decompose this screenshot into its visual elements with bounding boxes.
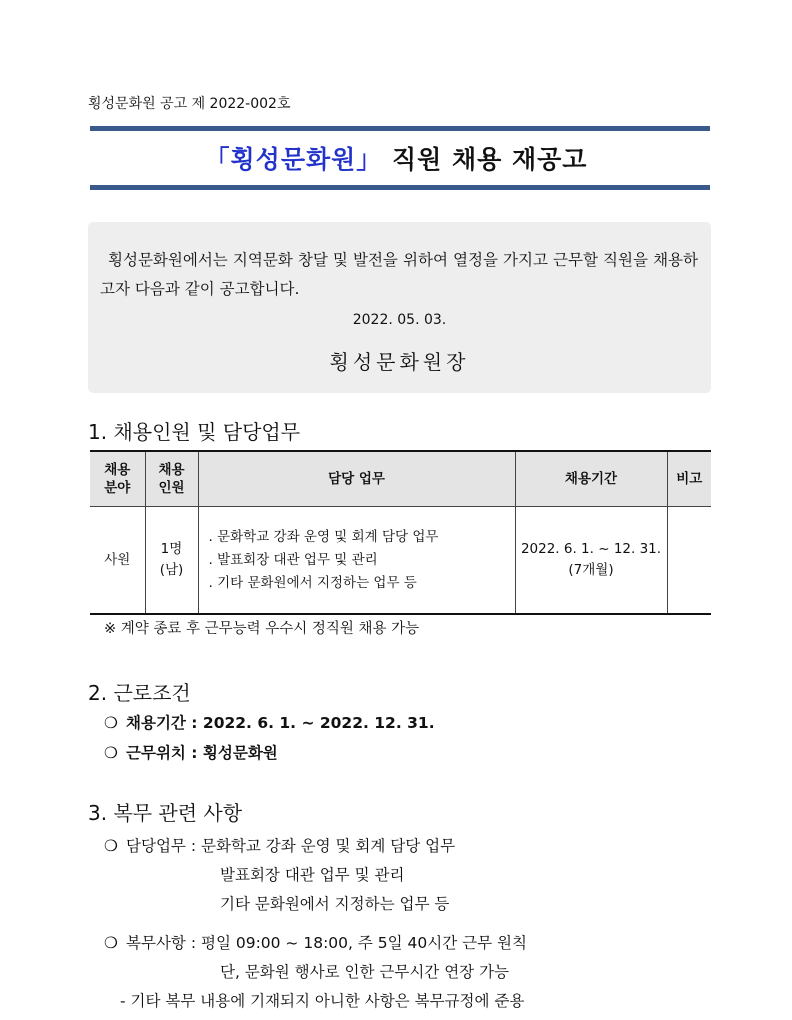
- duties-line-3: 기타 문화원에서 지정하는 업무 등: [220, 895, 450, 913]
- service-line-2: 단, 문화원 행사로 인한 근무시간 연장 가능: [220, 963, 510, 981]
- intro-text: 횡성문화원에서는 지역문화 창달 및 발전을 위하여 열정을 가지고 근무할 직원을 채용하고자 다음과 같이 공고합니다.: [100, 251, 698, 298]
- intro-signature: 횡성문화원장: [329, 350, 470, 374]
- intro-date: 2022. 05. 03.: [352, 312, 447, 328]
- duties-line-2: 발표회장 대관 업무 및 관리: [220, 866, 405, 884]
- recruitment-table: [90, 450, 711, 615]
- title-org: 「횡성문화원」: [204, 145, 383, 174]
- cell-duties: [198, 507, 515, 615]
- table-row: [90, 507, 711, 615]
- cell-period: 2022. 6. 1. ~ 12. 31. (7개월): [515, 507, 667, 615]
- header-period: 채용기간: [515, 451, 667, 507]
- duty-item: . 발표회장 대관 업무 및 관리: [208, 551, 378, 568]
- section3-heading: 3. 복무 관련 사항: [88, 801, 243, 825]
- page-title: [0, 140, 792, 176]
- condition-period: ❍ 채용기간 : 2022. 6. 1. ~ 2022. 12. 31.: [104, 714, 435, 732]
- section2-heading: 2. 근로조건: [88, 681, 191, 705]
- title-rest: 직원 채용 재공고: [382, 145, 588, 174]
- notice-number: 횡성문화원 공고 제 2022-002호: [88, 96, 291, 112]
- header-remarks: 비고: [667, 451, 711, 507]
- header-duties: 담당 업무: [198, 451, 515, 507]
- header-field: 채용 분야: [90, 451, 145, 507]
- circle-bullet-icon: ❍: [104, 934, 118, 952]
- table-note: ※ 계약 종료 후 근무능력 우수시 정직원 채용 가능: [104, 621, 420, 637]
- header-count: 채용 인원: [145, 451, 198, 507]
- duty-item: . 기타 문화원에서 지정하는 업무 등: [208, 574, 417, 591]
- circle-bullet-icon: ❍: [104, 714, 118, 732]
- condition-location: ❍ 근무위치 : 횡성문화원: [104, 744, 278, 762]
- cell-remarks: [667, 507, 711, 615]
- service-line-1: ❍ 복무사항 : 평일 09:00 ~ 18:00, 주 5일 40시간 근무 원칙: [104, 934, 527, 952]
- other-note: - 기타 복무 내용에 기재되지 아니한 사항은 복무규정에 준용: [120, 992, 525, 1010]
- title-rule-bottom: [90, 185, 710, 190]
- cell-count: 1명 (남): [145, 507, 198, 615]
- table-header-row: [90, 451, 711, 507]
- section1-heading: 1. 채용인원 및 담당업무: [88, 420, 301, 444]
- circle-bullet-icon: ❍: [104, 744, 118, 762]
- cell-field: 사원: [90, 507, 145, 615]
- duties-line-1: ❍ 담당업무 : 문화학교 강좌 운영 및 회계 담당 업무: [104, 837, 456, 855]
- duty-item: . 문화학교 강좌 운영 및 회계 담당 업무: [208, 528, 439, 545]
- circle-bullet-icon: ❍: [104, 837, 118, 855]
- title-rule-top: [90, 126, 710, 131]
